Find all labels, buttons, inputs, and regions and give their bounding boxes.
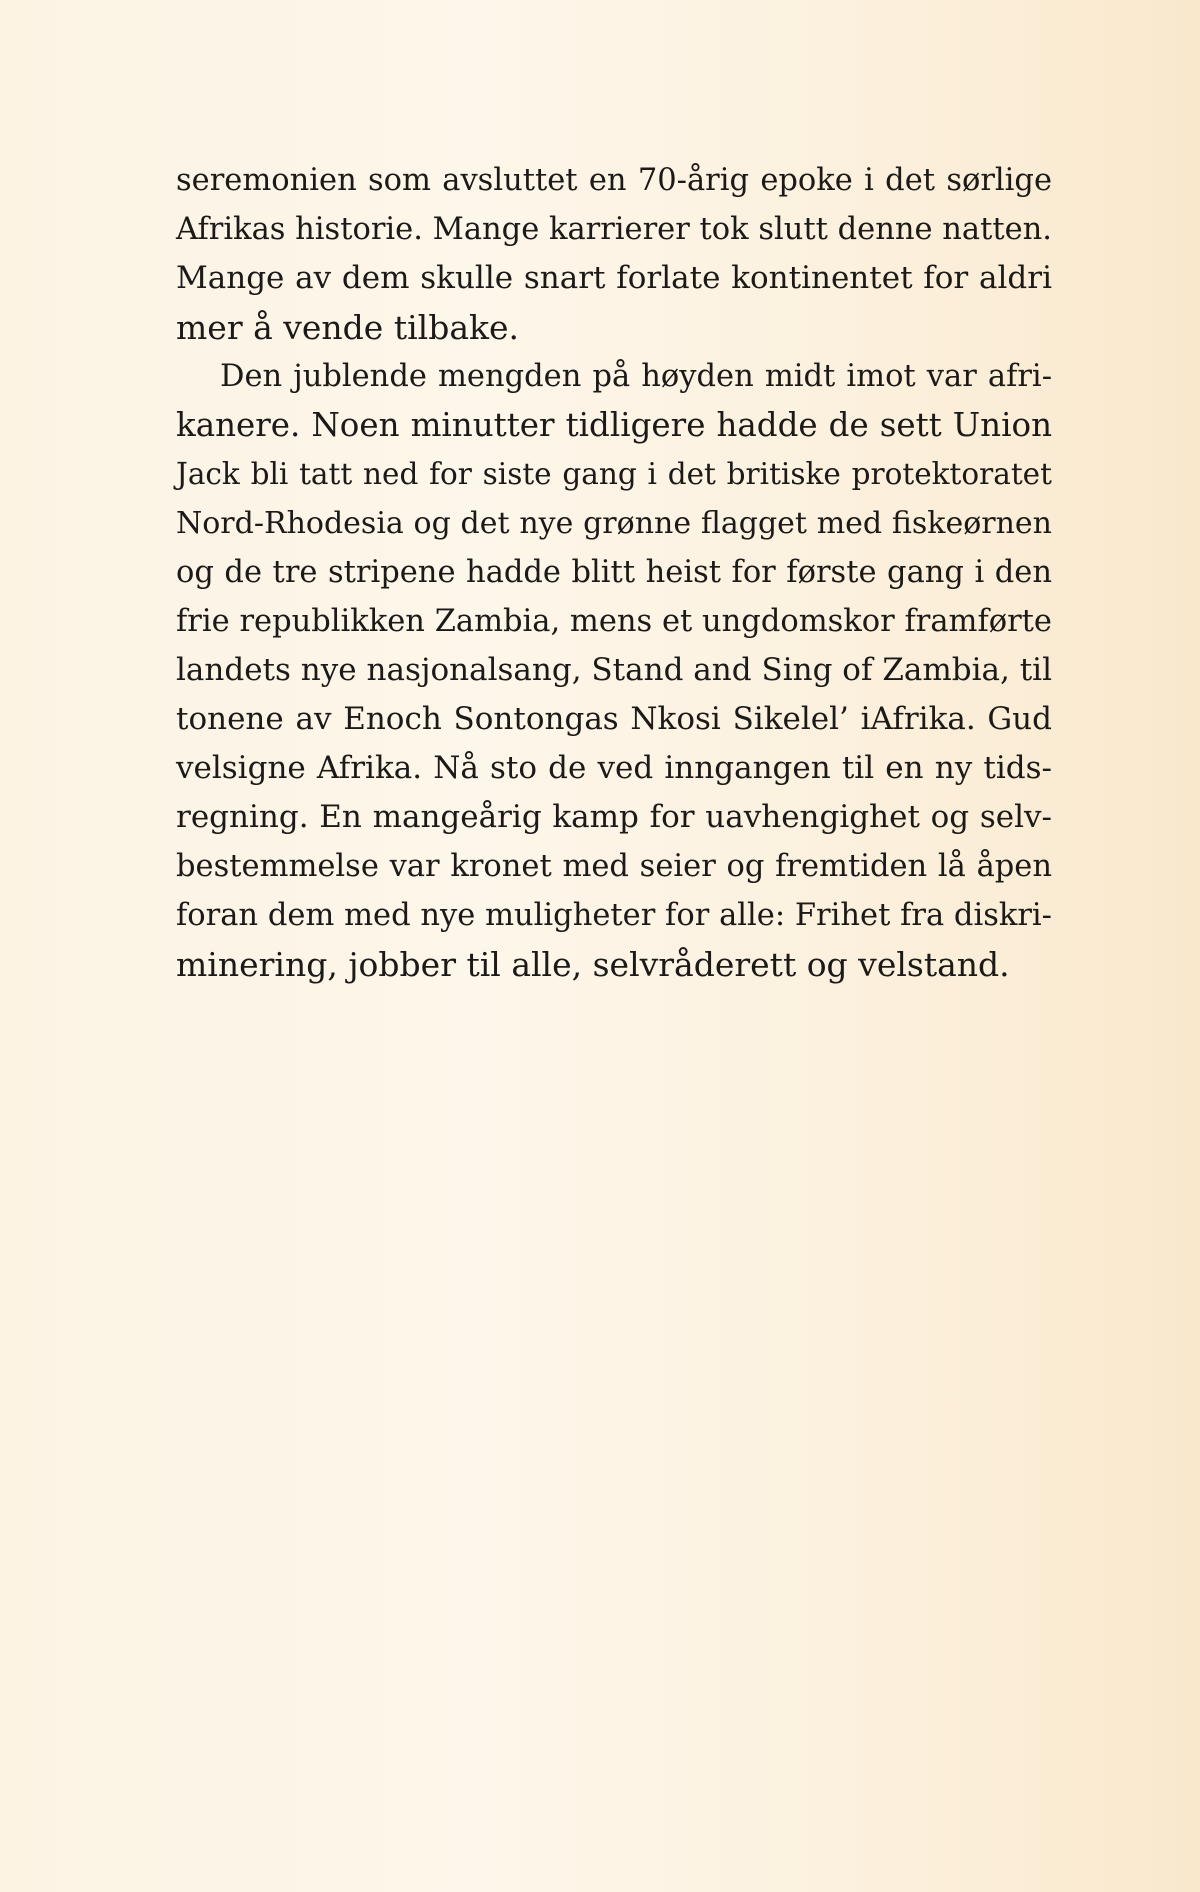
- text-line: Mange av dem skulle snart forlate kontinentet for aldri: [176, 260, 1052, 296]
- body-text: [176, 156, 1052, 989]
- text-line: frie republikken Zambia, mens et ungdomskor framførte: [176, 604, 1052, 639]
- text-line: seremonien som avsluttet en 70-årig epoke i det sørlige: [176, 163, 1052, 198]
- text-line: Afrikas historie. Mange karrierer tok slutt denne natten.: [176, 212, 1052, 247]
- text-line: Jack bli tatt ned for siste gang i det britiske protektoratet: [176, 457, 1052, 491]
- text-line: Nord-Rhodesia og det nye grønne flagget med fiskeørnen: [176, 506, 1052, 541]
- text-line: bestemmelse var kronet med seier og fremtiden lå åpen: [176, 849, 1052, 884]
- paragraph-1: [176, 156, 1052, 352]
- text-line: mer å vende tilbake.: [176, 308, 520, 347]
- text-line: tonene av Enoch Sontongas Nkosi Sikelel’ iAfrika. Gud: [176, 701, 1052, 737]
- text-line: Den jublende mengden på høyden midt imot var afri-: [220, 359, 1052, 394]
- text-line: regning. En mangeårig kamp for uavhengighet og selv-: [176, 799, 1052, 835]
- text-line: minering, jobber til alle, selvråderett og velstand.: [176, 945, 1010, 984]
- text-line: landets nye nasjonalsang, Stand and Sing of Zambia, til: [176, 652, 1052, 688]
- text-line: kanere. Noen minutter tidligere hadde de sett Union: [176, 406, 1052, 444]
- paragraph-2: [176, 352, 1052, 989]
- text-line: velsigne Afrika. Nå sto de ved inngangen til en ny tids-: [176, 750, 1052, 786]
- text-line: og de tre stripene hadde blitt heist for første gang i den: [176, 555, 1052, 590]
- text-line: foran dem med nye muligheter for alle: Frihet fra diskri-: [176, 898, 1052, 933]
